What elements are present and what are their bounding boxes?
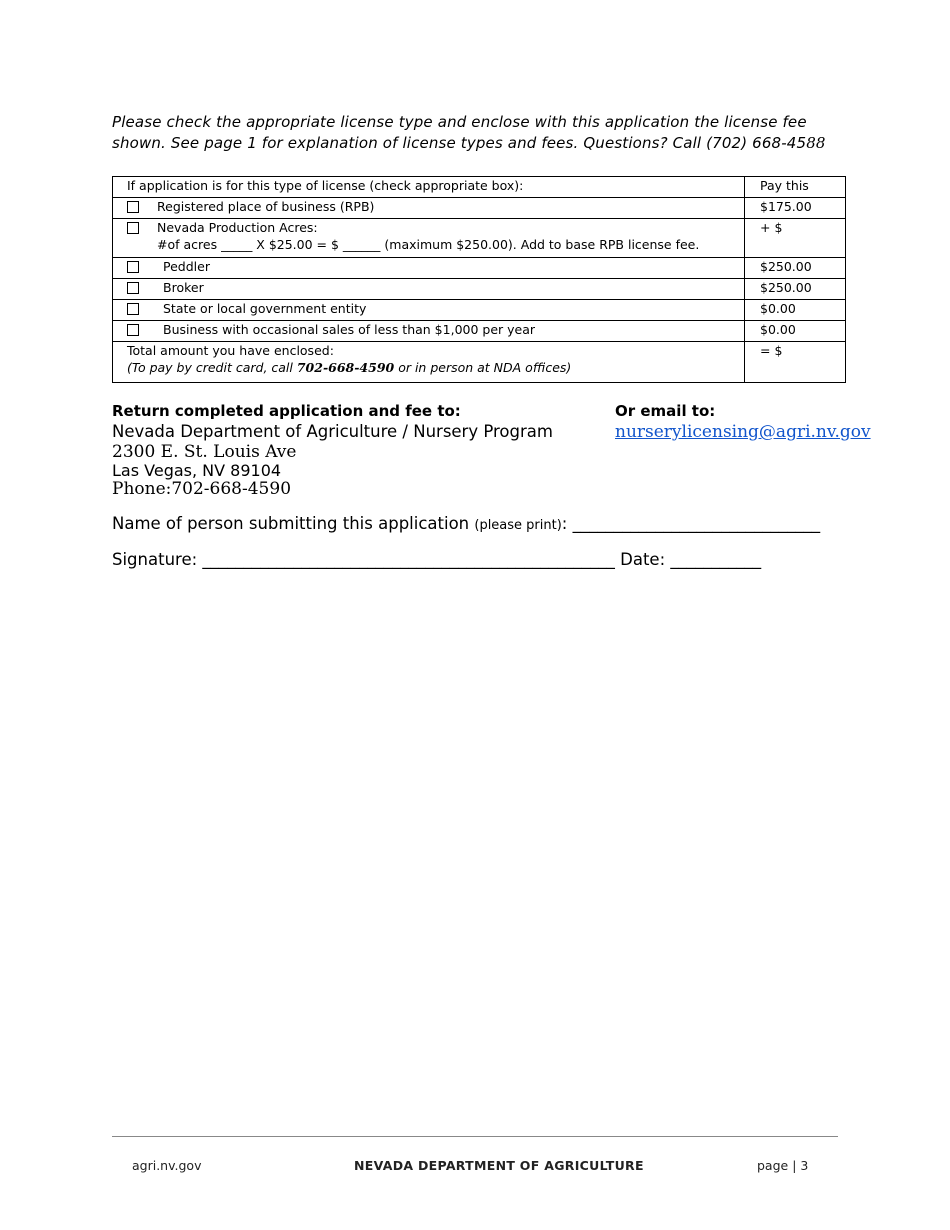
- peddler-fee: $250.00: [745, 258, 846, 279]
- date-blank[interactable]: ___________: [670, 550, 762, 569]
- street-address: 2300 E. St. Louis Ave: [112, 442, 297, 462]
- rpb-checkbox[interactable]: [127, 201, 139, 213]
- email-link[interactable]: nurserylicensing@agri.nv.gov: [615, 422, 871, 442]
- phone-number: 702-668-4590: [171, 479, 292, 499]
- please-print-hint: (please print): [474, 518, 562, 533]
- mailing-address: [112, 443, 296, 499]
- peddler-checkbox[interactable]: [127, 261, 139, 273]
- city-state-zip: Las Vegas, NV 89104: [112, 460, 282, 480]
- footer-agency: NEVADA DEPARTMENT OF AGRICULTURE: [354, 1158, 644, 1173]
- table-row: [113, 219, 846, 258]
- occasional-sales-checkbox[interactable]: [127, 324, 139, 336]
- total-label: Total amount you have enclosed:: [127, 343, 334, 358]
- table-header-license: If application is for this type of license (check appropriate box):: [113, 177, 745, 198]
- table-header-pay: Pay this: [745, 177, 846, 198]
- table-header-row: [113, 177, 846, 198]
- credit-card-note: (To pay by credit card, call 702-668-4590 or in person at NDA offices): [127, 360, 572, 375]
- government-entity-checkbox[interactable]: [127, 303, 139, 315]
- phone-line: Phone:702-668-4590: [112, 479, 292, 499]
- table-row: [113, 198, 846, 219]
- broker-label: Broker: [163, 280, 204, 295]
- broker-fee: $250.00: [745, 279, 846, 300]
- table-row: [113, 279, 846, 300]
- instructions-paragraph: [112, 112, 852, 154]
- total-fee: = $: [745, 342, 846, 383]
- department-name: Nevada Department of Agriculture / Nursery Program: [112, 422, 553, 441]
- broker-checkbox[interactable]: [127, 282, 139, 294]
- production-acres-fee: + $: [745, 219, 846, 258]
- production-acres-label: Nevada Production Acres:: [157, 220, 318, 235]
- rpb-label: Registered place of business (RPB): [157, 199, 375, 214]
- signature-date-field[interactable]: Signature: __________________________________________________ Date: ___________: [112, 550, 762, 569]
- license-type-table: [112, 176, 846, 383]
- occasional-sales-label: Business with occasional sales of less than $1,000 per year: [163, 322, 536, 337]
- table-total-row: [113, 342, 846, 383]
- table-row: [113, 258, 846, 279]
- government-entity-label: State or local government entity: [163, 301, 367, 316]
- instructions-text-tail: 88: [806, 134, 826, 152]
- peddler-label: Peddler: [163, 259, 210, 274]
- return-heading: Return completed application and fee to:: [112, 402, 461, 420]
- credit-card-phone: 702-668-4590: [296, 360, 395, 375]
- signature-blank[interactable]: __________________________________________________: [202, 550, 615, 569]
- government-entity-fee: $0.00: [745, 300, 846, 321]
- footer-divider: [112, 1136, 838, 1137]
- footer-page-number: page | 3: [757, 1158, 809, 1173]
- rpb-fee: $175.00: [745, 198, 846, 219]
- production-acres-checkbox[interactable]: [127, 222, 139, 234]
- name-blank[interactable]: ______________________________: [572, 514, 821, 533]
- email-heading: Or email to:: [615, 402, 716, 420]
- table-row: [113, 300, 846, 321]
- production-acres-formula: #of acres _____ X $25.00 = $ ______ (maximum $250.00). Add to base RPB license fee.: [157, 237, 700, 252]
- table-row: [113, 321, 846, 342]
- occasional-sales-fee: $0.00: [745, 321, 846, 342]
- submitter-name-field[interactable]: Name of person submitting this application (please print): ______________________________: [112, 514, 821, 533]
- instructions-text: Please check the appropriate license type and enclose with this application the license fee shown. See page 1 for explanation of license types and fees. Questions? Call (702) 668-45: [112, 113, 807, 152]
- footer-website: agri.nv.gov: [132, 1158, 202, 1173]
